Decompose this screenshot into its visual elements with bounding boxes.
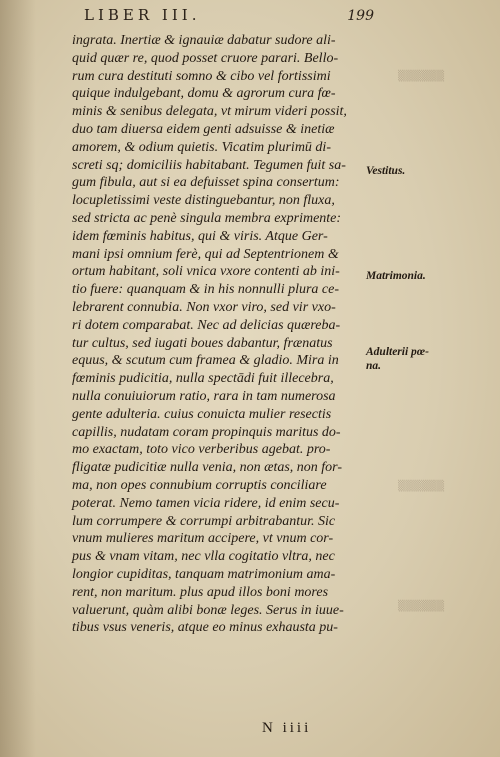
gutter-shadow	[0, 0, 36, 757]
text-line: rent, non maritum. plus apud illos boni mores	[72, 584, 329, 600]
text-line: tibus vsus veneris, atque eo minus exhausta pu-	[72, 620, 338, 636]
text-line: duo tam diuersa eidem genti adsuisse & inetiæ	[72, 121, 335, 137]
text-line: quique indulgebant, domu & agrorum cura fœ-	[72, 86, 336, 102]
page-number: 199	[347, 8, 374, 24]
text-line: sed stricta ac penè singula membra exprimente:	[72, 210, 342, 226]
margin-note-matrimonia: Matrimonia.	[366, 270, 426, 282]
text-line: ri dotem comparabat. Nec ad delicias quæreba-	[72, 317, 341, 333]
text-line: ma, non opes connubium corruptis conciliare	[72, 477, 327, 493]
text-line: fœminis pudicitia, nulla spectādi fuit illecebra,	[72, 371, 334, 387]
text-line: fligatæ pudicitiæ nulla venia, non ætas, non for-	[72, 460, 342, 476]
text-line: longior cupiditas, tanquam matrimonium ama-	[72, 566, 336, 582]
text-line: mani ipsi omnium ferè, qui ad Septentrionem &	[72, 246, 339, 262]
signature-mark: N iiii	[262, 720, 312, 736]
text-line: lum corrumpere & corrumpi arbitrabantur. Sic	[72, 513, 336, 529]
text-line: capillis, nudatam coram propinquis maritus do-	[72, 424, 341, 440]
text-line: tur cultus, sed iugati boues dabantur, frænatus	[72, 335, 333, 351]
text-line: gente adulteria. cuius conuicta mulier resectis	[72, 406, 332, 422]
text-line: screti sq; domiciliis habitabant. Tegumen fuit sa-	[72, 157, 346, 173]
text-line: valuerunt, quàm alibi bonæ leges. Serus in iuue-	[72, 602, 344, 618]
page-header	[84, 6, 374, 24]
text-line: minis & senibus delegata, vt mirum videri possit,	[72, 104, 347, 120]
text-line: mo exactam, toto vico verberibus agebat. pro-	[72, 442, 331, 458]
margin-note-vestitus: Vestitus.	[366, 165, 406, 177]
text-line: poterat. Nemo tamen vicia ridere, id enim secu-	[72, 495, 340, 511]
text-line: pus & vnam vitam, nec vlla cogitatio vltra, nec	[72, 549, 335, 565]
text-line: lebrarent connubia. Non vxor viro, sed vir vxo-	[72, 299, 336, 315]
text-line: locupletissimi veste distinguebantur, non fluxa,	[72, 193, 335, 209]
margin-note-adulterii: Adulterii pœ- na.	[366, 346, 429, 372]
text-line: nulla conuiuiorum ratio, rara in tam numerosa	[72, 388, 336, 404]
main-text-block	[72, 32, 372, 637]
text-line: idem fœminis habitus, qui & viris. Atque Ger-	[72, 228, 328, 244]
text-line: ortum habitant, soli vnica vxore contenti ab ini-	[72, 264, 340, 280]
show-through-mark: ▒▒▒▒▒▒	[398, 481, 445, 492]
text-line: gum fibula, aut si ea defuisset spina consertum:	[72, 175, 340, 191]
text-line: vnum mulieres maritum accipere, vt vnum cor-	[72, 531, 334, 547]
show-through-mark: ▒▒▒▒▒▒	[398, 71, 445, 82]
text-line: equus, & scutum cum framea & gladio. Mira in	[72, 353, 339, 369]
running-title: LIBER III.	[84, 6, 201, 24]
text-line: amorem, & odium quietis. Vicatim plurimū di-	[72, 139, 331, 155]
text-line: tio fuere: quanquam & in his nonnulli plura ce-	[72, 282, 340, 298]
text-line: rum cura destituti somno & cibo vel fortissimi	[72, 68, 331, 84]
text-line: ingrata. Inertiæ & ignauiæ dabatur sudore ali-	[72, 33, 336, 48]
text-line: quid quær re, quod posset cruore parari. Bello-	[72, 50, 339, 66]
show-through-mark: ▒▒▒▒▒▒	[398, 601, 445, 612]
